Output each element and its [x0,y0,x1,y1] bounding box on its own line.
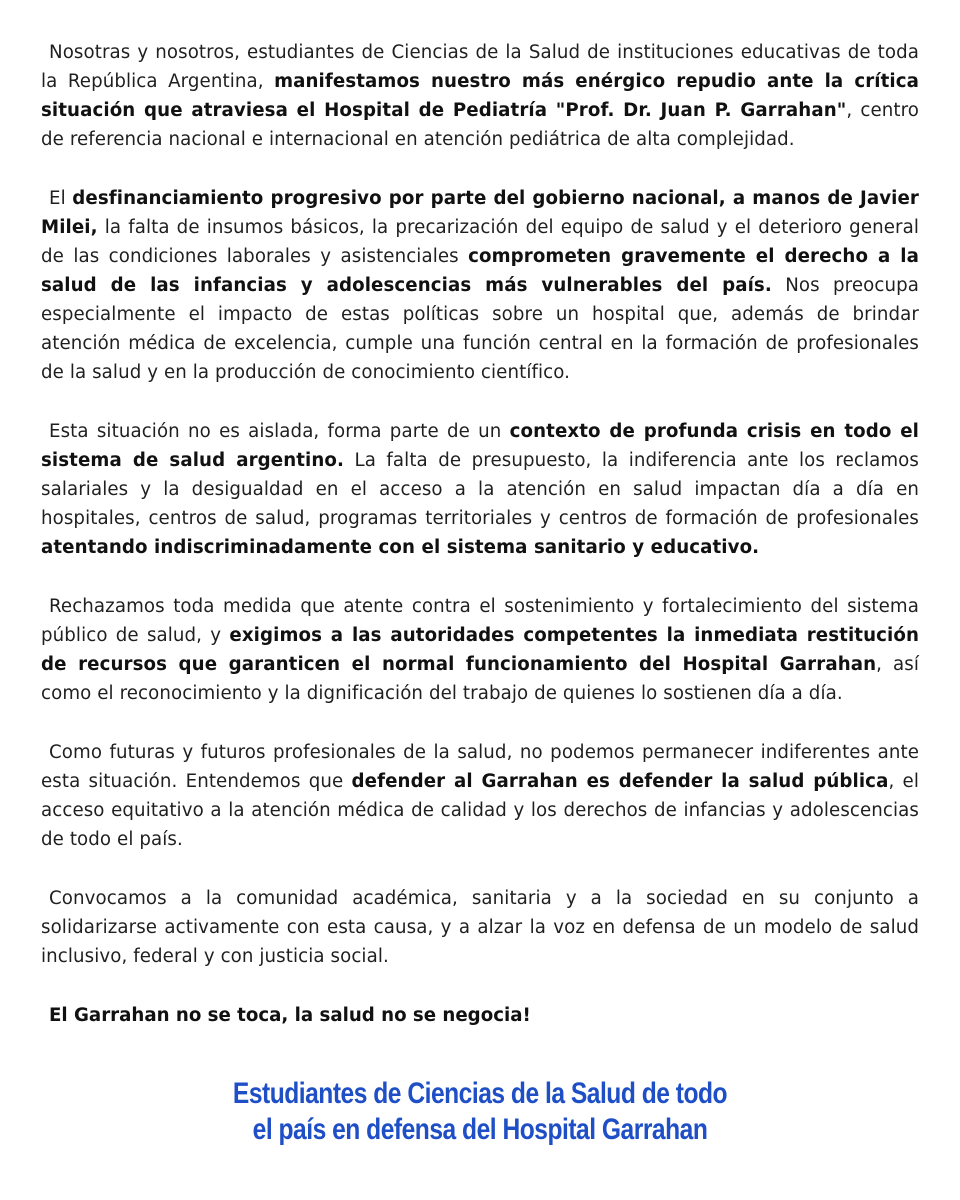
body-text: , centro de referencia nacional e internacional en atención pediátrica de alta complejidad. [41,100,920,150]
emphasis-text: desfinanciamiento progresivo por parte del gobierno nacional, a manos de Javier Milei, [41,188,919,238]
paragraph-convocatoria [41,884,919,971]
body-text: La falta de presupuesto, la indiferencia ante los reclamos salariales y la desigualdad en el acceso a la atención en salud impactan día a día en hospitales, centros de salud, programas territoriales y centros de formación de profesionales [41,450,919,529]
signature-line-1: Estudiantes de Ciencias de la Salud de todo [232,1077,728,1110]
body-text: , el acceso equitativo a la atención médica de calidad y los derechos de infancias y adolescencias de todo el país. [41,771,919,850]
body-text: la falta de insumos básicos, la precarización del equipo de salud y el deterioro general de las condiciones laborales y asistenciales [41,217,919,267]
body-text: Nosotras y nosotros, estudiantes de Ciencias de la Salud de instituciones educativas de toda la República Argentina, [41,42,919,92]
emphasis-text: exigimos a las autoridades competentes la inmediata restitución de recursos que garanticen el normal funcionamiento del Hospital Garrahan [41,625,919,675]
body-text: Rechazamos toda medida que atente contra el sostenimiento y fortalecimiento del sistema público de salud, y [41,596,919,646]
body-text: El [49,188,73,209]
paragraph-futuros-profesionales [41,738,919,854]
body-text: Convocamos a la comunidad académica, sanitaria y a la sociedad en su conjunto a solidarizarse activamente con esta causa, y a alzar la voz en defensa de un modelo de salud inclusivo, federal y con justicia social. [41,888,919,967]
emphasis-text: comprometen gravemente el derecho a la salud de las infancias y adolescencias más vulnerables del país. [41,246,919,296]
paragraph-repudio [41,38,919,154]
paragraph-exigencia [41,592,919,708]
closing-slogan: El Garrahan no se toca, la salud no se negocia! [49,1005,531,1026]
statement-document [41,38,919,1030]
emphasis-text: atentando indiscriminadamente con el sistema sanitario y educativo. [41,537,760,558]
body-text: Como futuras y futuros profesionales de la salud, no podemos permanecer indiferentes ante esta situación. Entendemos que [41,742,919,792]
paragraph-desfinanciamiento [41,184,919,387]
emphasis-text: manifestamos nuestro más enérgico repudio ante la crítica situación que atraviesa el Hospital de Pediatría "Prof. Dr. Juan P. Garrahan" [41,71,919,121]
body-text: , así como el reconocimiento y la dignificación del trabajo de quienes lo sostienen día a día. [41,654,919,704]
paragraph-contexto-crisis [41,417,919,562]
body-text: Esta situación no es aislada, forma parte de un [49,421,510,442]
emphasis-text: defender al Garrahan es defender la salud pública [351,771,889,792]
body-text: Nos preocupa especialmente el impacto de estas políticas sobre un hospital que, además de brindar atención médica de excelencia, cumple una función central en la formación de profesionales de la salud y en la producción de conocimiento científico. [41,275,919,383]
signature-line-2: el país en defensa del Hospital Garrahan [252,1113,708,1146]
signature-block [86,1076,873,1148]
emphasis-text: contexto de profunda crisis en todo el sistema de salud argentino. [41,421,919,471]
